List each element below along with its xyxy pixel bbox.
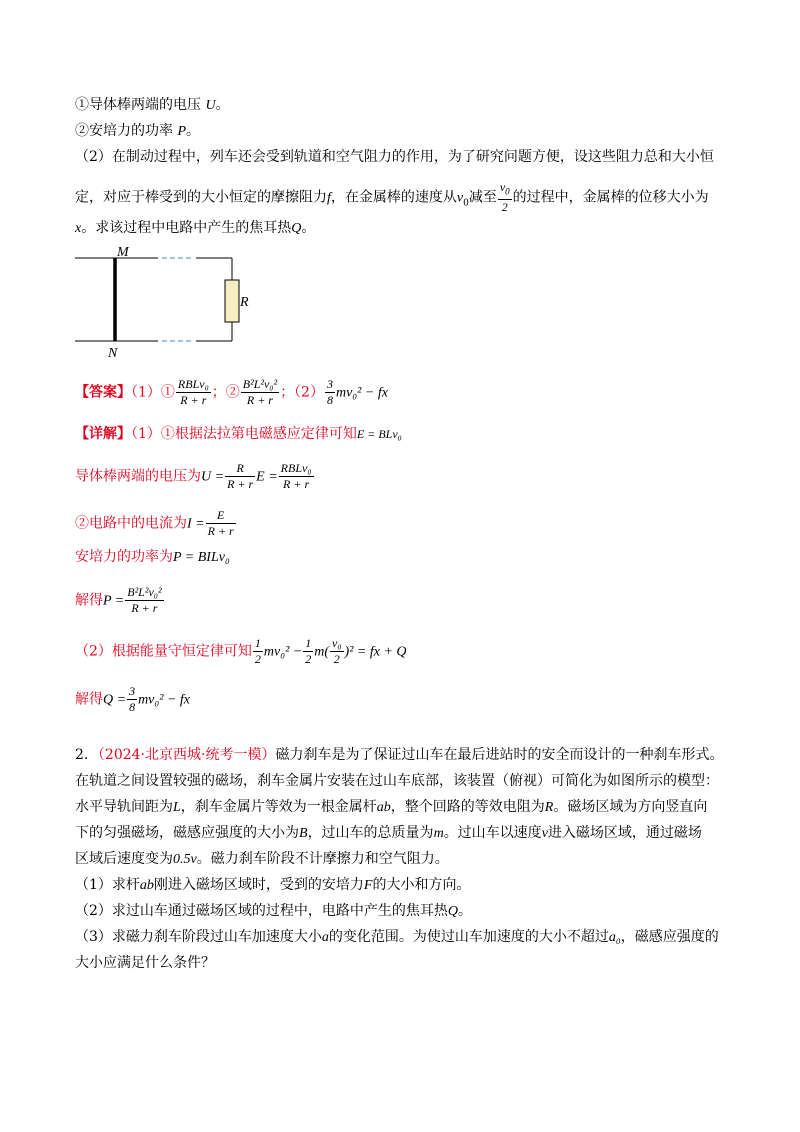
text: 区域后速度变为 — [75, 851, 173, 867]
label-N: N — [108, 346, 118, 361]
text: ②安培力的功率 — [75, 123, 173, 139]
expression: mv₀² − fx — [138, 692, 191, 708]
numerator — [498, 180, 512, 200]
variable-B: B — [299, 826, 308, 841]
text: ，刹车金属片等效为一根金属杆 — [180, 799, 377, 815]
subscript-0: 0 — [463, 198, 469, 209]
denominator: R + r — [131, 601, 158, 615]
subscript-0: 0 — [505, 186, 510, 197]
part2-line-1 — [75, 147, 714, 167]
explain-line-1 — [75, 424, 402, 444]
part2-line-3: x。求该过程中电路中产生的焦耳热Q。 — [75, 220, 316, 236]
numerator: B²L²v₀² — [127, 585, 162, 599]
denominator: R + r — [227, 477, 254, 491]
text: （2）在制动过程中，列车还会受到轨道和空气阻力的作用，为了研究问题方便，设这些阻力总和大小恒 — [75, 149, 714, 165]
variable-a0: a₀ — [608, 930, 621, 945]
variable-F: F — [363, 878, 373, 893]
variable-v: v — [499, 180, 506, 194]
part2-line-2 — [75, 180, 709, 215]
denominator: 8 — [326, 393, 333, 407]
variable-ab: ab — [139, 878, 154, 893]
question-2-sub-1 — [75, 875, 470, 896]
label-M: M — [117, 245, 129, 260]
text: ，整个回路的等效电阻为 — [390, 799, 545, 815]
resistor — [225, 280, 239, 322]
text: 的过程中，金属棒的位移大小为 — [512, 189, 709, 206]
text: 减至 — [468, 189, 497, 206]
variable-ab: ab — [376, 800, 391, 815]
text: （2）根据能量守恒定律可知 — [75, 643, 252, 660]
text: 解得 — [75, 691, 103, 708]
expression: E = — [256, 469, 278, 485]
text: （1）① — [131, 384, 175, 401]
numerator: RBLv₀ — [280, 461, 312, 475]
sub-question-power: ②安培力的功率 P。 — [75, 123, 201, 139]
fraction-v0-half — [330, 636, 344, 667]
question-2-line-4 — [75, 823, 702, 844]
text: ；② — [211, 384, 240, 401]
denominator: 2 — [254, 652, 261, 666]
text: ；（2） — [280, 384, 324, 401]
expression: P = — [103, 593, 125, 609]
variable-v: v — [541, 826, 548, 841]
text: ，在金属棒的速度从 — [330, 189, 457, 206]
numerator: RBLv₀ — [177, 377, 209, 391]
text: 导体棒两端的电压为 — [75, 468, 201, 485]
denominator: 8 — [129, 700, 136, 714]
text: 。磁场区域为方向竖直向 — [553, 799, 708, 815]
explain-line-6 — [75, 636, 407, 667]
variable-v: v — [456, 190, 464, 206]
fraction-v0-over-2 — [498, 180, 512, 215]
question-2-line-3 — [75, 797, 707, 818]
variable-x: x — [75, 221, 82, 236]
numerator: R — [225, 461, 255, 477]
numerator: B²L²v₀² — [242, 377, 278, 391]
denominator: 2 — [501, 200, 508, 215]
text: 安培力的功率为 — [75, 549, 173, 565]
numerator: 3 — [326, 377, 333, 391]
numerator: E — [206, 508, 236, 524]
text: 。求该过程中电路中产生的焦耳热 — [81, 220, 292, 236]
numerator: 3 — [129, 684, 136, 698]
text: 。磁力刹车阶段不计摩擦力和空气阻力。 — [196, 851, 449, 867]
question-2-sub-3 — [75, 927, 719, 948]
circuit-diagram — [70, 244, 250, 362]
value-0.5v: 0.5v — [173, 852, 197, 867]
variable-Q: Q — [447, 904, 459, 919]
expression: Q = — [103, 692, 127, 708]
fraction — [225, 461, 255, 492]
expression: mv₀² − fx — [335, 385, 388, 401]
denominator: 2 — [333, 652, 340, 666]
variable-f: f — [327, 190, 331, 206]
variable-U: U — [205, 98, 216, 113]
explain-line-2 — [75, 461, 315, 492]
text: ②电路中的电流为 — [75, 515, 187, 532]
question-2-sub-3-cont — [75, 953, 215, 973]
text: （1）①根据法拉第电磁感应定律可知 — [131, 426, 357, 442]
variable-P: P — [177, 124, 187, 139]
text: 刚进入磁场区域时，受到的安培力 — [153, 877, 364, 893]
denominator: 2 — [305, 652, 312, 666]
sub-question-voltage: ①导体棒两端的电压 U。 — [75, 97, 230, 113]
explain-line-5 — [75, 585, 165, 616]
question-2-line-5 — [75, 849, 449, 870]
text: （1）求杆 — [75, 877, 140, 893]
denominator: R + r — [180, 393, 207, 407]
equation: P = BILv₀ — [173, 550, 230, 565]
fraction-half — [303, 636, 313, 667]
text: （3）求磁力刹车阶段过山车加速度大小 — [75, 929, 322, 945]
variable-L: L — [173, 800, 181, 815]
question-2-line-1 — [75, 745, 723, 765]
numerator: 1 — [305, 636, 312, 650]
fraction-half — [253, 636, 263, 667]
text: 水平导轨间距为 — [75, 799, 173, 815]
question-2-sub-2 — [75, 901, 472, 922]
fraction-answer-2 — [241, 377, 279, 408]
text: 下的匀强磁场，磁感应强度的大小为 — [75, 825, 299, 841]
expression: I = — [187, 516, 205, 532]
expression: )² = fx + Q — [344, 644, 407, 660]
expression: mv₀² − — [263, 644, 303, 660]
text: 定，对应于棒受到的大小恒定的摩擦阻力 — [75, 189, 327, 206]
explain-tag: 【详解】 — [75, 426, 131, 442]
variable-m: m — [433, 826, 444, 841]
text: ，过山车的总质量为 — [307, 825, 434, 841]
fraction — [279, 461, 314, 492]
explain-line-4 — [75, 547, 230, 568]
fraction — [127, 684, 137, 715]
text: 的变化范围。为使过山车加速度的大小不超过 — [328, 929, 609, 945]
numerator: 1 — [254, 636, 261, 650]
equation: E = BLv₀ — [356, 427, 402, 441]
text: 。 — [458, 903, 473, 919]
expression: m( — [314, 644, 330, 660]
text: 在轨道之间设置较强的磁场，刹车金属片安装在过山车底部，该装置（俯视）可简化为如图所示的模型： — [75, 773, 719, 789]
question-number: 2． — [75, 747, 98, 763]
fraction — [206, 508, 236, 539]
fraction-answer-3 — [325, 377, 335, 408]
denominator: R + r — [207, 524, 234, 538]
expression: U = — [201, 469, 225, 485]
text: ，磁感应强度的 — [620, 929, 719, 945]
text: ①导体棒两端的电压 — [75, 97, 201, 113]
answer-line — [75, 377, 388, 408]
answer-tag: 【答案】 — [75, 384, 131, 401]
explain-line-7 — [75, 684, 190, 715]
text: 的大小和方向。 — [372, 877, 471, 893]
text: （2）求过山车通过磁场区域的过程中，电路中产生的焦耳热 — [75, 903, 448, 919]
denominator: R + r — [283, 477, 310, 491]
variable-R: R — [544, 800, 554, 815]
question-source: （2024·北京西城·统考一模） — [97, 747, 276, 763]
variable-a: a — [321, 930, 329, 945]
question-2-line-2 — [75, 771, 719, 791]
text: 。过山车以速度 — [443, 825, 542, 841]
text: 大小应满足什么条件？ — [75, 955, 215, 971]
fraction — [125, 585, 163, 616]
fraction-answer-1 — [176, 377, 211, 408]
variable-Q: Q — [291, 221, 302, 236]
explain-line-3 — [75, 508, 237, 539]
label-R: R — [240, 295, 249, 310]
text: 解得 — [75, 592, 103, 609]
denominator: R + r — [246, 393, 273, 407]
text: 磁力刹车是为了保证过山车在最后进站时的安全而设计的一种刹车形式。 — [275, 747, 724, 763]
text: 进入磁场区域，通过磁场 — [547, 825, 702, 841]
numerator: v₀ — [332, 636, 342, 650]
